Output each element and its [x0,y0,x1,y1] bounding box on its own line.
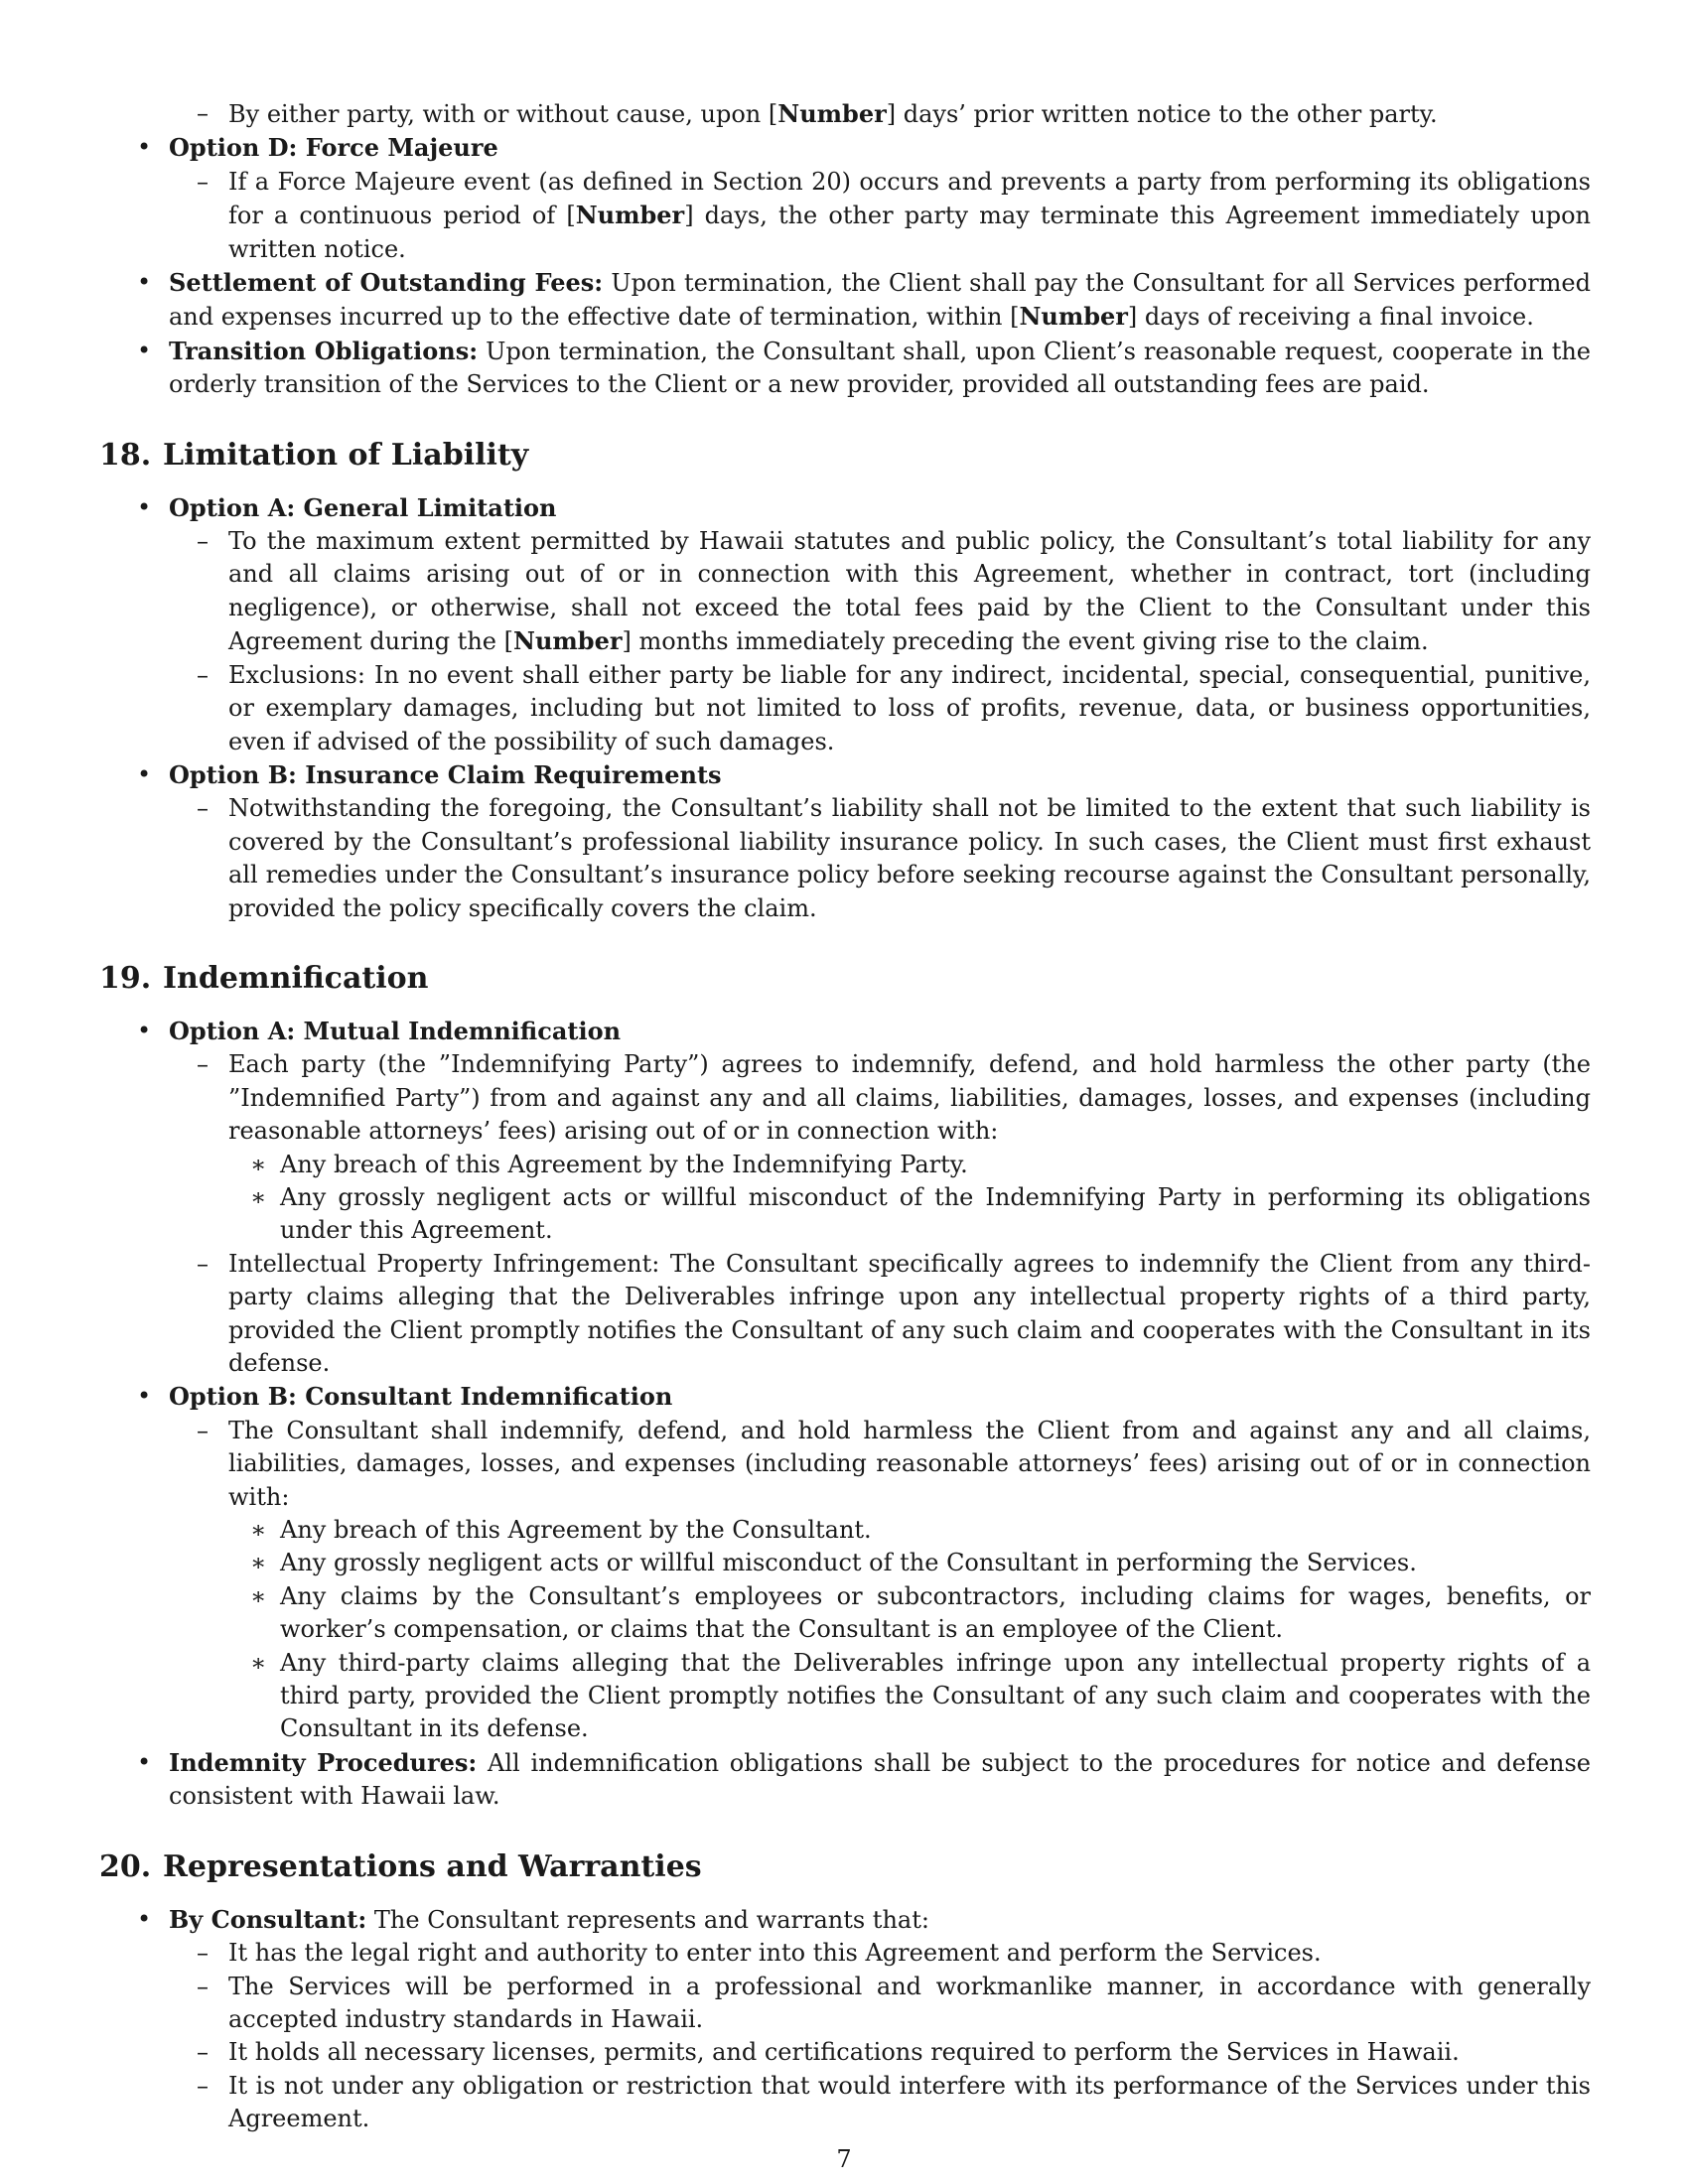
list-item: – It has the legal right and authority to enter into this Agreement and perform the Services. [99,1937,1591,1970]
sub-list-item: ∗ Any grossly negligent acts or willful misconduct of the Indemnifying Party in performing its obligations under this Agreement. [250,1182,1591,1245]
bullet-marker: • [137,1904,152,1933]
list-item: – Each party (the ”Indemnifying Party”) agrees to indemnify, defend, and hold harmless the other party (the ”Indemnified Party”) from and against any and all claims, liabilities, damages, losses, and expenses (including reasonable attorneys’ fees) arising out of or in connection with: [197,1050,1591,1146]
bullet-marker: • [137,1016,152,1044]
term-label: Settlement of Outstanding Fees: [169,268,604,298]
sub-list-item: ∗ Any claims by the Consultant’s employees or subcontractors, including claims for wages, benefits, or worker’s compensation, or claims that the Consultant is an employee of the Client. [250,1581,1591,1644]
number-placeholder: Number [777,99,887,128]
option-heading: Option B: Consultant Indemnification [169,1382,673,1412]
asterisk-marker: ∗ [250,1581,267,1610]
sub-list-item: ∗ Any breach of this Agreement by the Consultant. [99,1514,1591,1547]
list-item: – To the maximum extent permitted by Hawaii statutes and public policy, the Consultant’s total liability for any and all claims arising out of or in connection with this Agreement, whether in contract, tort (including negligence), or otherwise, shall not exceed the total fees paid by the Client to the Consultant under this Agreement during the [Number] months immediately preceding the event giving rise to the claim. [197,527,1591,656]
dash-marker: – [197,660,209,689]
list-item: • Indemnity Procedures: All indemnification obligations shall be subject to the procedures for notice and defense consistent with Hawaii law. [137,1747,1592,1811]
list-item: • By Consultant: The Consultant represents and warrants that: [99,1903,1591,1937]
term-label: Transition Obligations: [169,336,479,365]
bullet-marker: • [137,492,152,521]
bullet-marker: • [137,133,152,162]
dash-marker: – [197,1416,209,1444]
dash-marker: – [197,794,209,823]
dash-marker: – [197,1939,209,1968]
bullet-marker: • [137,336,152,364]
list-item: – It holds all necessary licenses, permits, and certifications required to perform the Services in Hawaii. [99,2036,1591,2069]
section-heading-20: 20. Representations and Warranties [99,1848,702,1884]
dash-marker: – [197,1050,209,1079]
list-item: – The Consultant shall indemnify, defend, and hold harmless the Client from and against any and all claims, liabilities, damages, losses, and expenses (including reasonable attorneys’ fees) arising out of or in connection with: [197,1416,1591,1511]
asterisk-marker: ∗ [250,1516,267,1545]
list-item: – Exclusions: In no event shall either party be liable for any indirect, incidental, special, consequential, punitive, or exemplary damages, including but not limited to loss of profits, revenue, data, or business opportunities, even if advised of the possibility of such damages. [197,660,1591,755]
list-item: – It is not under any obligation or restriction that would interfere with its performance of the Services under this Agreement. [197,2071,1591,2133]
asterisk-marker: ∗ [250,1150,267,1178]
dash-marker: – [197,527,209,556]
section-heading-19: 19. Indemnification [99,960,429,996]
dash-marker: – [197,2038,209,2067]
list-item [99,131,1591,165]
bullet-marker: • [137,268,152,297]
sub-list-item: ∗ Any grossly negligent acts or willful misconduct of the Consultant in performing the Services. [99,1547,1591,1579]
sub-list-item: ∗ Any breach of this Agreement by the Indemnifying Party. [99,1149,1591,1181]
asterisk-marker: ∗ [250,1648,267,1677]
bullet-marker: • [137,759,152,788]
dash-marker: – [197,1972,209,2000]
number-placeholder: Number [575,201,685,230]
number-placeholder: Number [513,626,623,656]
list-item: – If a Force Majeure event (as defined in Section 20) occurs and prevents a party from performing its obligations for a continuous period of [Number] days, the other party may terminate this Agreement immediately upon written notice. [197,167,1591,263]
dash-marker: – [197,167,209,196]
list-item: – Notwithstanding the foregoing, the Consultant’s liability shall not be limited to the extent that such liability is covered by the Consultant’s professional liability insurance policy. In such cases, the Client must first exhaust all remedies under the Consultant’s insurance policy before seeking recourse against the Consultant personally, provided the policy specifically covers the claim. [197,794,1591,922]
list-item: – The Services will be performed in a professional and workmanlike manner, in accordance with generally accepted industry standards in Hawaii. [197,1972,1591,2033]
bullet-marker: • [137,1747,152,1776]
bullet-marker: • [137,1382,152,1411]
list-item [99,758,1591,792]
term-label: Indemnity Procedures: [169,1747,478,1777]
asterisk-marker: ∗ [250,1182,267,1211]
list-item: • Settlement of Outstanding Fees: Upon termination, the Client shall pay the Consultant for all Services performed and expenses incurred up to the effective date of termination, within [Number] days of receiving a final invoice. [137,268,1591,332]
list-item [99,491,1591,525]
list-item: – Intellectual Property Infringement: The Consultant specifically agrees to indemnify the Client from any third-party claims alleging that the Deliverables infringe upon any intellectual property rights of a third party, provided the Client promptly notifies the Consultant of any such claim and cooperates with the Consultant in its defense. [197,1249,1591,1377]
number-placeholder: Number [1019,302,1128,332]
list-item [99,1380,1591,1414]
dash-marker: – [197,99,209,127]
list-item: – By either party, with or without cause, upon [Number] days’ prior written notice to the other party. [99,97,1591,131]
dash-marker: – [197,1249,209,1278]
page-number: 7 [836,2145,852,2173]
option-heading: Option A: General Limitation [169,492,557,522]
asterisk-marker: ∗ [250,1549,267,1577]
list-item: • Transition Obligations: Upon termination, the Consultant shall, upon Client’s reasonable request, cooperate in the orderly transition of the Services to the Client or a new provider, provided all outstanding fees are paid. [137,336,1592,399]
option-heading: Option D: Force Majeure [169,133,498,163]
list-item [99,1015,1591,1048]
section-heading-18: 18. Limitation of Liability [99,437,529,473]
dash-marker: – [197,2071,209,2100]
option-heading: Option B: Insurance Claim Requirements [169,759,722,789]
sub-list-item: ∗ Any third-party claims alleging that the Deliverables infringe upon any intellectual property rights of a third party, provided the Client promptly notifies the Consultant of any such claim and cooperates with the Consultant in its defense. [250,1648,1591,1743]
term-label: By Consultant: [169,1904,367,1934]
option-heading: Option A: Mutual Indemnification [169,1016,622,1045]
document-page [99,97,1591,2136]
